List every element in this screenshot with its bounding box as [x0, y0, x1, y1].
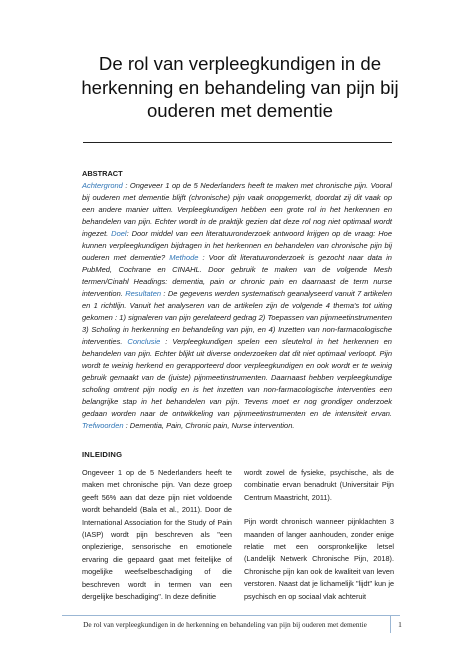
- page-footer: [62, 615, 400, 633]
- title-divider: [83, 142, 392, 143]
- background-label: Achtergrond: [82, 181, 123, 190]
- intro-paragraph: wordt zowel de fysieke, psychische, als de combinatie ervan benadrukt (Universitair Pijn Centrum Maastricht, 2011).: [244, 468, 394, 502]
- method-label: Methode: [169, 253, 199, 262]
- introduction-heading: INLEIDING: [82, 450, 123, 459]
- intro-paragraph: Pijn wordt chronisch wanneer pijnklachten 3 maanden of langer aanhouden, zonder enige relatie met een oorspronkelijke letsel (Landelijk Netwerk Chronische Pijn, 2018). Chronische pijn kan ook de kwaliteit van leven verstoren. Naast dat je lichamelijk "lijdt" kun je psychisch en op sociaal vlak achteruit: [244, 517, 394, 601]
- conclusion-label: Conclusie: [127, 337, 161, 346]
- conclusion-text: : Verpleegkundigen spelen een sleutelrol in het herkennen en behandelen van pijn. Echter blijkt uit diverse onderzoeken dat dit niet optimaal verloopt. Pijn wordt te weinig herkend en gerapporteerd door verpleegkundigen en ook wordt er te weinig gebruik gemaakt van de (juiste) pijnmeetinstrumenten. Daarnaast hebben verpleegkundige scholing omtrent pijn nodig en is het inzetten van non-farmacologische interventies een belangrijke stap in het behandelen van pijn. Tevens moet er nog grondiger onderzoek gedaan worden naar de ontwikkeling van pijnmeetinstrumenten en de intensiteit ervan.: [82, 337, 392, 418]
- introduction-right-column: [244, 467, 394, 615]
- background-text: : Ongeveer 1 op de 5 Nederlanders heeft te maken met chronische pijn. Vooral bij ouderen met dementie blijft (chronische) pijn vaak onopgemerkt, doordat zij dit vaak op een andere manier uitten. Verpleegkundigen hebben een grote rol in het herkennen en behandelen van pijn. Echter wordt in de praktijk gezien dat deze rol nog niet optimaal wordt ingezet.: [82, 181, 392, 238]
- results-text: : De gegevens werden systematisch geanalyseerd vanuit 7 artikelen en 1 richtlijn. Vanuit het analyseren van de artikelen zijn de volgende 4 thema's tot uiting gekomen : 1) signaleren van pijn gerelateerd gedrag 2) Toepassen van pijnmeetinstrumenten 3) Scholing in herkenning en behandeling van pijn, en 4) Inzetten van non-farmacologische interventies.: [82, 289, 392, 346]
- aim-label: Doel: [111, 229, 127, 238]
- results-label: Resultaten: [125, 289, 162, 298]
- keywords-text: : Dementia, Pain, Chronic pain, Nurse intervention.: [123, 421, 295, 430]
- keywords-label: Trefwoorden: [82, 421, 124, 430]
- abstract-section: [82, 168, 392, 432]
- running-title: De rol van verpleegkundigen in de herkenning en behandeling van pijn bij ouderen met dementie: [83, 620, 367, 629]
- abstract-body: [82, 181, 392, 430]
- abstract-heading: ABSTRACT: [82, 169, 123, 178]
- paper-title: De rol van verpleegkundigen in de herkenning en behandeling van pijn bij ouderen met dementie: [81, 53, 399, 121]
- method-text: : Voor dit literatuuronderzoek is gezocht naar data in PubMed, Cochrane en CINAHL. Door gebruik te maken van de volgende Mesh termen/Cinahl Headings: dementia, pain or chronic pain en daarnaast de term nurse intervention.: [82, 253, 392, 298]
- intro-paragraph: Ongeveer 1 op de 5 Nederlanders heeft te maken met chronische pijn. Van deze groep geeft 56% aan dat deze pijn niet voldoende wordt behandeld (Bala et al., 2011). Door de International Association for the Study of Pain (IASP) wordt pijn beschreven als "een onplezierige, sensorische en emotionele ervaring die gepaard gaat met feitelijke of mogelijke weefselbeschadiging of die beschreven wordt in termen van een dergelijke beschadiging". In deze definitie: [82, 468, 232, 602]
- page-number: 1: [390, 616, 409, 633]
- aim-text: : Door middel van een literatuuronderzoek antwoord krijgen op de vraag: Hoe kunnen verpleegkundigen bijdragen in het herkennen en behandelen van chronische pijn bij ouderen met dementie?: [82, 229, 392, 262]
- introduction-left-column: [82, 467, 232, 615]
